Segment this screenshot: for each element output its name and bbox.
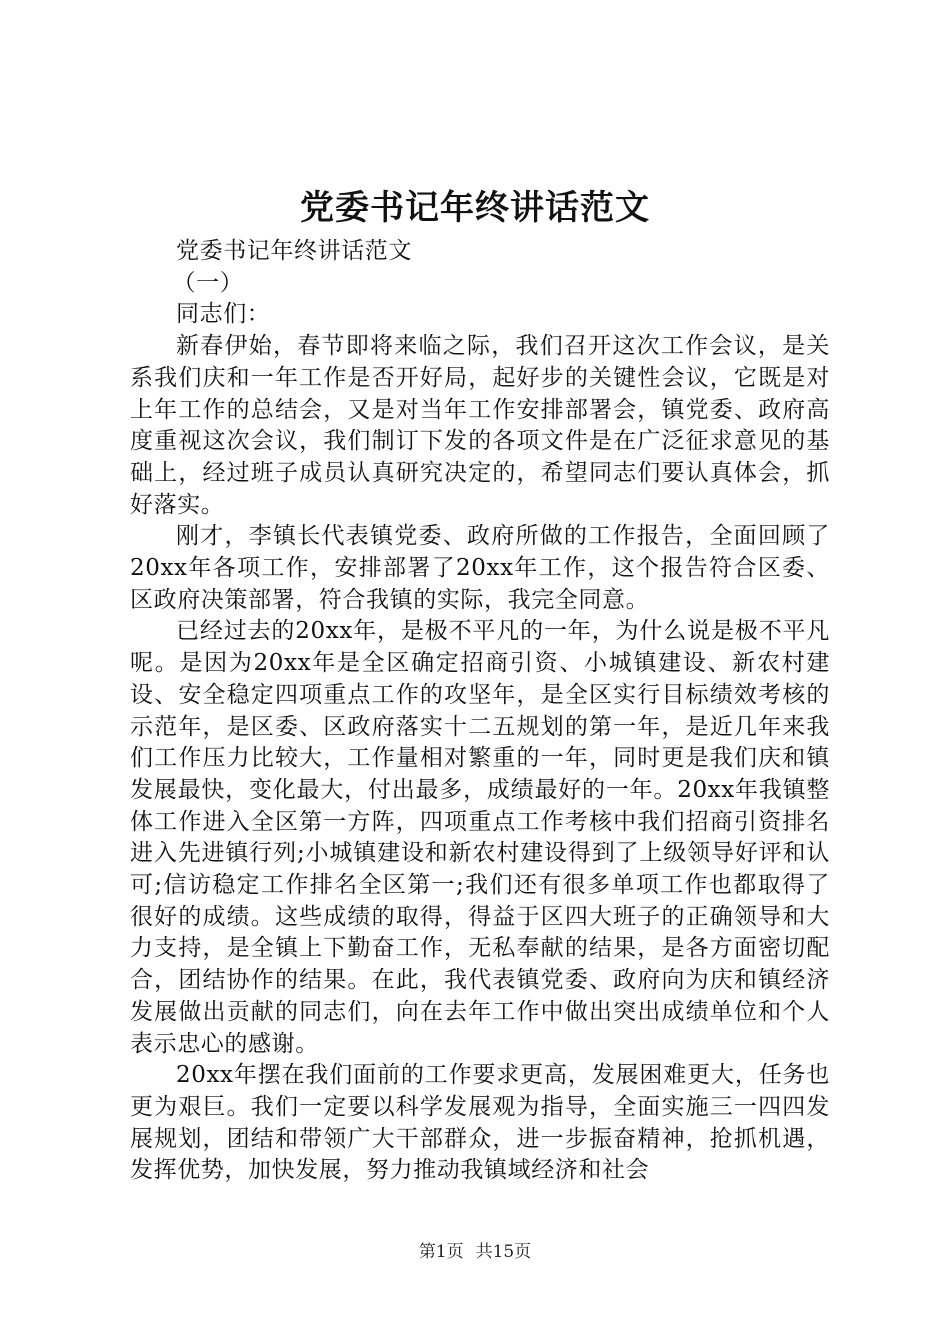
page-footer (0, 1241, 950, 1263)
section-number: （一） (172, 269, 244, 296)
page-number: 第1页 (418, 1242, 464, 1262)
document-subtitle: 党委书记年终讲话范文 (176, 238, 412, 264)
paragraph-1: 新春伊始，春节即将来临之际，我们召开这次工作会议，是关系我们庆和一年工作是否开好局，起好步的关键性会议，它既是对上年工作的总结会，又是对当年工作安排部署会，镇党委、政府高度重视这次会议，我们制订下发的各项文件是在广泛征求意见的基础上，经过班子成员认真研究决定的，希望同志们要认真体会，抓好落实。 (130, 333, 830, 518)
document-title: 党委书记年终讲话范文 (300, 188, 650, 228)
paragraph-2: 刚才，李镇长代表镇党委、政府所做的工作报告，全面回顾了20xx年各项工作，安排部署了20xx年工作，这个报告符合区委、区政府决策部署，符合我镇的实际，我完全同意。 (130, 523, 830, 613)
document-body (130, 236, 830, 1187)
page-total: 共15页 (475, 1242, 532, 1262)
salutation: 同志们： (176, 301, 271, 328)
paragraph-4: 20xx年摆在我们面前的工作要求更高，发展困难更大，任务也更为艰巨。我们一定要以科学发展观为指导，全面实施三一四四发展规划，团结和带领广大干部群众，进一步振奋精神，抢抓机遇，发挥优势，加快发展，努力推动我镇域经济和社会 (130, 1062, 830, 1184)
paragraph-3: 已经过去的20xx年，是极不平凡的一年，为什么说是极不平凡呢。是因为20xx年是全区确定招商引资、小城镇建设、新农村建设、安全稳定四项重点工作的攻坚年，是全区实行目标绩效考核的示范年，是区委、区政府落实十二五规划的第一年，是近几年来我们工作压力比较大，工作量相对繁重的一年，同时更是我们庆和镇发展最快，变化最大，付出最多，成绩最好的一年。20xx年我镇整体工作进入全区第一方阵，四项重点工作考核中我们招商引资排名进入先进镇行列;小城镇建设和新农村建设得到了上级领导好评和认可;信访稳定工作排名全区第一;我们还有很多单项工作也都取得了很好的成绩。这些成绩的取得，得益于区四大班子的正确领导和大力支持，是全镇上下勤奋工作，无私奉献的结果，是各方面密切配合，团结协作的结果。在此，我代表镇党委、政府向为庆和镇经济发展做出贡献的同志们，向在去年工作中做出突出成绩单位和个人表示忠心的感谢。 (130, 618, 830, 1057)
